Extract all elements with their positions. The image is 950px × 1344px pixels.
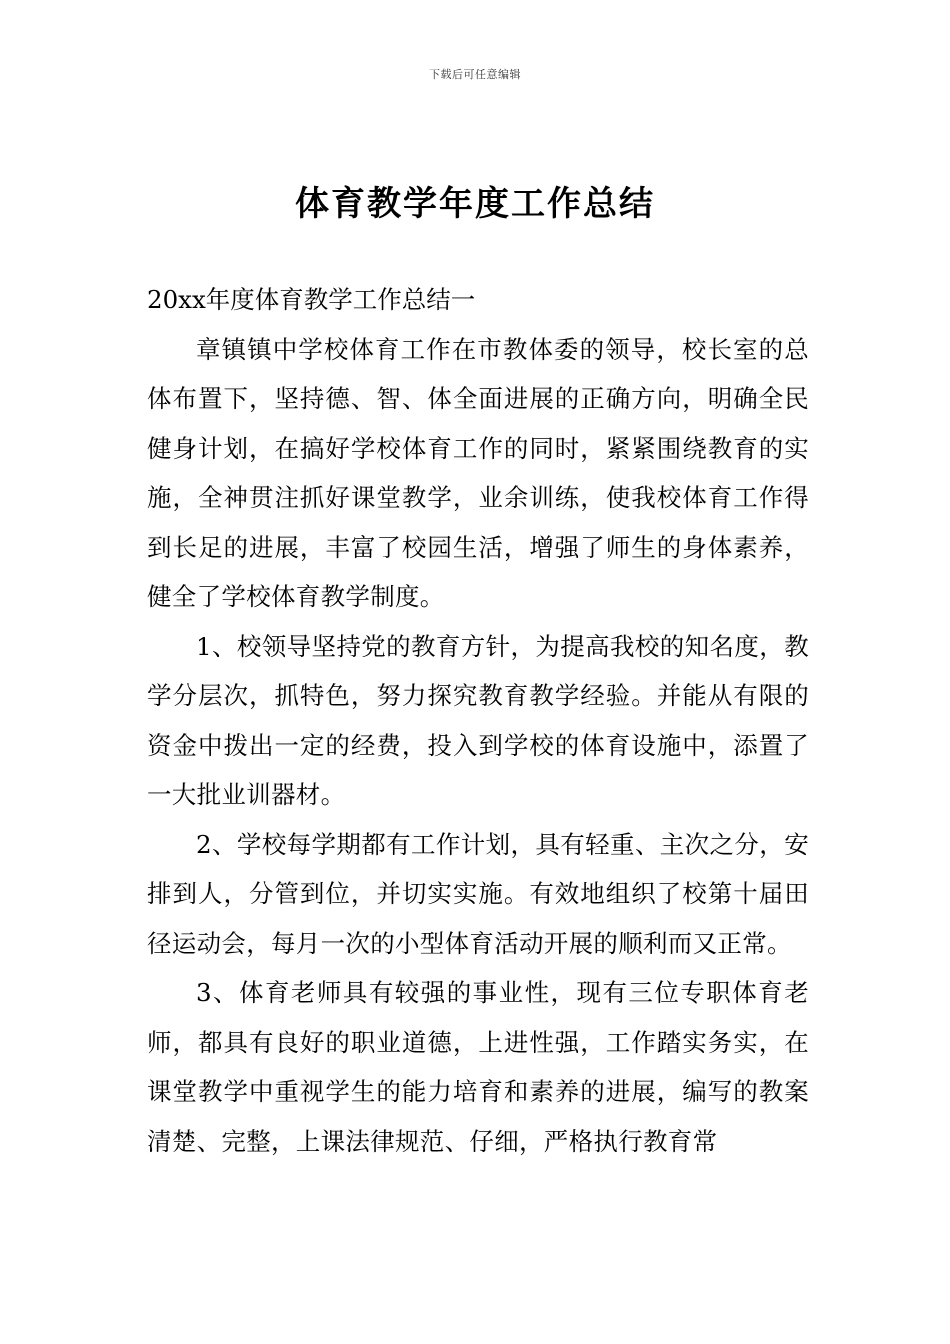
paragraph-item-1: 1、校领导坚持党的教育方针，为提高我校的知名度，教学分层次，抓特色，努力探究教育教学经验。并能从有限的资金中拨出一定的经费，投入到学校的体育设施中，添置了一大批业训器材。 xyxy=(147,631,809,809)
document-title: 体育教学年度工作总结 xyxy=(295,184,655,224)
paragraph-item-2: 2、学校每学期都有工作计划，具有轻重、主次之分，安排到人，分管到位，并切实实施。有效地组织了校第十届田径运动会，每月一次的小型体育活动开展的顺利而又正常。 xyxy=(147,829,809,958)
paragraph-item-3: 3、体育老师具有较强的事业性，现有三位专职体育老师，都具有良好的职业道德，上进性强，工作踏实务实，在课堂教学中重视学生的能力培育和素养的进展，编写的教案清楚、完整，上课法律规范、仔细，严格执行教育常 xyxy=(147,978,809,1156)
paragraph-intro: 章镇镇中学校体育工作在市教体委的领导，校长室的总体布置下，坚持德、智、体全面进展的正确方向，明确全民健身计划，在搞好学校体育工作的同时，紧紧围绕教育的实施，全神贯注抓好课堂教学，业余训练，使我校体育工作得到长足的进展，丰富了校园生活，增强了师生的身体素养，健全了学校体育教学制度。 xyxy=(147,334,809,611)
document-body xyxy=(147,275,809,1166)
header-note: 下载后可任意编辑 xyxy=(429,68,521,81)
section-subtitle: 20xx年度体育教学工作总结一 xyxy=(147,285,476,314)
